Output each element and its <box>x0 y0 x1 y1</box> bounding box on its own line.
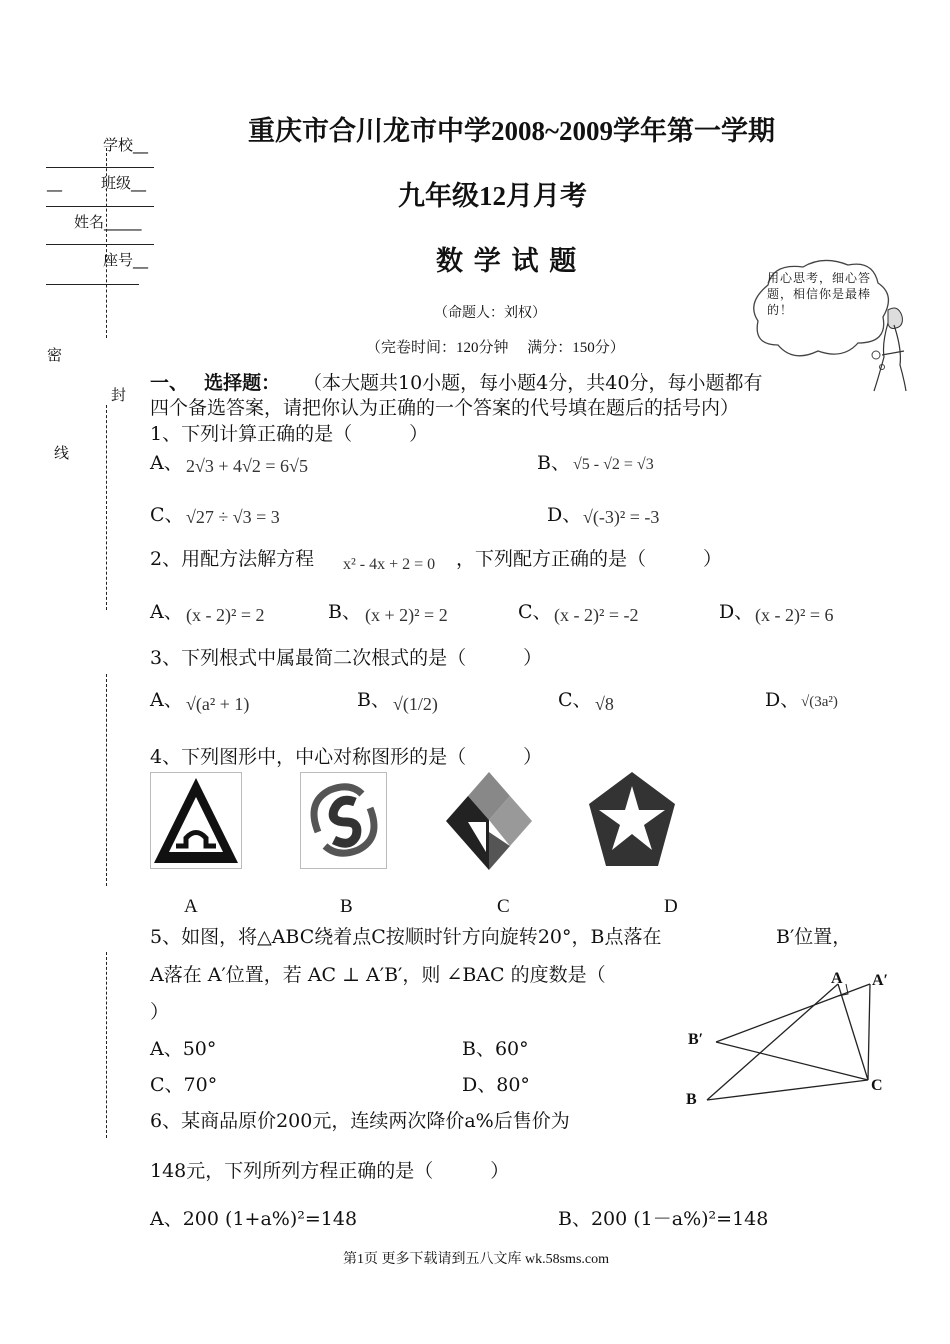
q1-c-expr: √27 ÷ √3 = 3 <box>186 507 280 527</box>
page-subtitle: 九年级12月月考 <box>398 181 587 211</box>
cloud-text: 用心思考，细心答题，相信你是最棒的！ <box>767 271 872 317</box>
q2-b-label: B、 <box>328 601 361 623</box>
q3-b-label: B、 <box>357 689 390 711</box>
seat-field: 座号__ <box>103 251 149 269</box>
school-field: 学校__ <box>103 136 149 154</box>
q6-line1: 6、某商品原价200元，连续两次降价a%后售价为 <box>150 1110 570 1132</box>
subject-title: 数 学 试 题 <box>436 246 579 276</box>
q2-c-expr: (x - 2)² = -2 <box>554 605 639 625</box>
fig-label-c: C <box>871 1077 883 1094</box>
q3-d-label: D、 <box>765 689 800 711</box>
q1-d-label: D、 <box>547 504 582 526</box>
star-pentagon-icon <box>586 770 678 868</box>
q2-stem-end: ，下列配方正确的是（ ） <box>456 548 723 570</box>
diamond-logo-icon <box>444 770 534 872</box>
binding-rule <box>46 244 154 245</box>
q1-b-label: B、 <box>537 452 570 474</box>
q3-c-expr: √8 <box>595 694 614 714</box>
q1-stem: 1、下列计算正确的是（ ） <box>150 423 429 445</box>
section-desc-line2: 四个备选答案，请把你认为正确的一个答案的代号填在题后的括号内） <box>150 397 740 419</box>
q1-c-label: C、 <box>150 504 184 526</box>
q2-a-expr: (x - 2)² = 2 <box>186 605 265 625</box>
q5-line3: ） <box>150 1001 170 1023</box>
seal-line <box>106 405 108 610</box>
q2-stem-start: 2、用配方法解方程 <box>150 548 315 570</box>
q6-line2: 148元，下列所列方程正确的是（ ） <box>150 1160 510 1182</box>
binding-rule <box>46 206 154 207</box>
q3-b-expr: √(1/2) <box>393 694 438 714</box>
q3-stem: 3、下列根式中属最简二次根式的是（ ） <box>150 647 543 669</box>
time-info: （完卷时间：120分钟 满分：150分） <box>366 340 625 356</box>
q6-option-b: B、200 (1－a%)²=148 <box>558 1208 769 1230</box>
q3-d-expr: √(3a²) <box>801 694 838 710</box>
fig-label-a: A <box>831 970 843 987</box>
class-field: 班级__ <box>101 174 147 192</box>
q5-option-b: B、60° <box>462 1038 529 1060</box>
q5-line1: 5、如图，将△ABC绕着点C按顺时针方向旋转20°，B点落在 <box>150 926 662 948</box>
q3-c-label: C、 <box>558 689 592 711</box>
q1-b-expr: √5 - √2 = √3 <box>573 456 654 473</box>
q1-d-expr: √(-3)² = -3 <box>583 507 660 527</box>
fig-label-b-prime: B′ <box>688 1031 704 1048</box>
swirl-logo-icon <box>300 772 387 869</box>
q2-b-expr: (x + 2)² = 2 <box>365 605 448 625</box>
page-footer: 第1页 更多下载请到五八文库 wk.58sms.com <box>343 1252 609 1267</box>
seal-line <box>106 148 108 338</box>
q4-label-d: D <box>664 896 678 917</box>
binding-rule <box>46 167 154 168</box>
fig-label-a-prime: A′ <box>872 972 889 989</box>
q2-a-label: A、 <box>150 601 183 623</box>
q5-option-a: A、50° <box>150 1038 217 1060</box>
warning-triangle-icon <box>150 772 242 869</box>
q5-option-d: D、80° <box>462 1074 530 1096</box>
name-field: 姓名_____ <box>74 213 142 231</box>
q4-label-c: C <box>497 896 510 917</box>
q2-c-label: C、 <box>518 601 552 623</box>
q1-a-expr: 2√3 + 4√2 = 6√5 <box>186 456 308 476</box>
section-heading: 一、 选择题： <box>150 372 281 394</box>
seal-line <box>106 674 108 886</box>
q5-line2: A落在 A′位置，若 AC ⊥ A′B′，则 ∠BAC 的度数是（ <box>150 964 606 986</box>
q4-label-b: B <box>340 896 353 917</box>
page-title: 重庆市合川龙市中学2008~2009学年第一学期 <box>248 116 776 146</box>
q2-d-expr: (x - 2)² = 6 <box>755 605 834 625</box>
q4-stem: 4、下列图形中，中心对称图形的是（ ） <box>150 746 543 768</box>
q1-a-label: A、 <box>150 452 183 474</box>
seal-mi: 密 <box>47 346 63 364</box>
q2-d-label: D、 <box>719 601 754 623</box>
binding-dash: __ <box>47 174 62 192</box>
q3-a-label: A、 <box>150 689 183 711</box>
author: （命题人：刘权） <box>434 305 546 321</box>
q5-option-c: C、70° <box>150 1074 218 1096</box>
seal-xian: 线 <box>54 444 70 462</box>
fig-label-b: B <box>686 1091 697 1108</box>
seal-feng: 封 <box>111 386 127 404</box>
q3-a-expr: √(a² + 1) <box>186 694 250 714</box>
section-desc-line1: （本大题共10小题，每小题4分，共40分，每小题都有 <box>303 372 763 394</box>
binding-rule <box>46 284 139 285</box>
seal-line <box>106 952 108 1138</box>
q6-option-a: A、200 (1+a%)²=148 <box>150 1208 358 1230</box>
q5-line1-end: B′位置， <box>776 926 852 948</box>
q4-label-a: A <box>184 896 198 917</box>
q2-equation: x² - 4x + 2 = 0 <box>343 556 436 573</box>
